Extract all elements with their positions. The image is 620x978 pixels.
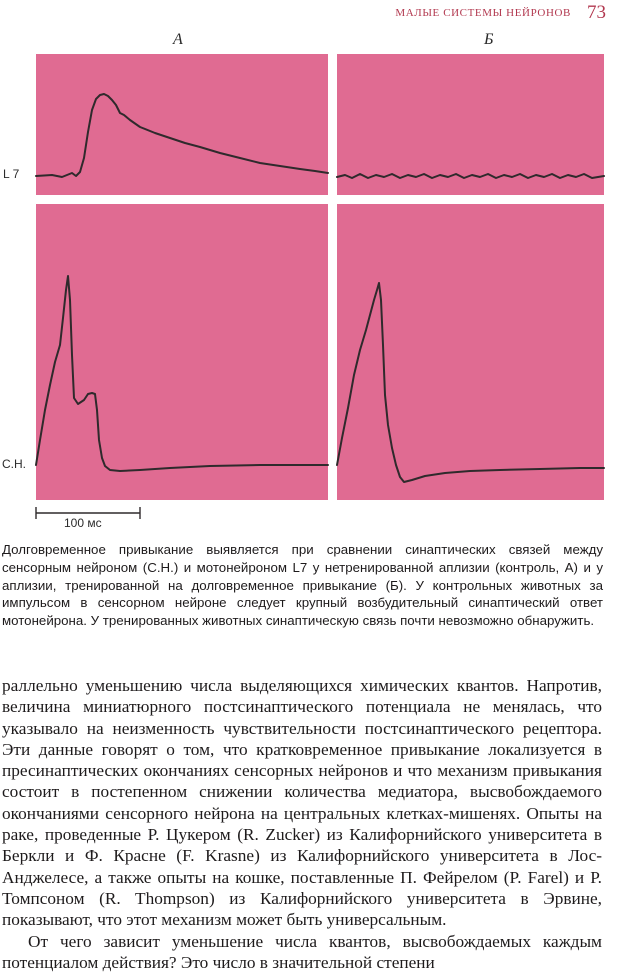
paragraph: раллельно уменьшению числа выделяющихся химических квантов. Напротив, величина миниатюрного постсинаптического потенциала не менялась, что указывало на неизменность чувствительности постсинаптического рецептора. Эти данные говорят о том, что кратковременное привыкание локализуется в пресинаптических окончаниях сенсорных нейронов и что механизм привыкания состоит в постепенном снижении количества медиатора, высвобождаемого окончаниями сенсорного нейрона на центральных клетках-мишенях. Опыты на раке, проведенные Р. Цукером (R. Zucker) из Калифорнийского университета в Беркли и Ф. Красне (F. Krasne) из Калифорнийского университета в Лос-Анджелесе, а также опыты на кошке, поставленные П. Фейрелом (P. Farel) и Р. Томпсоном (R. Thompson) из Калифорнийского университета в Эрвине, показывают, что этот механизм может быть универсальным. (2, 676, 602, 930)
figure-caption (2, 541, 603, 630)
paragraph: От чего зависит уменьшение числа квантов, высвобождаемых каждым потенциалом действия? Это число в значительной степени (2, 931, 602, 972)
panel-a-sensory (36, 204, 328, 500)
section-title: МАЛЫЕ СИСТЕМЫ НЕЙРОНОВ (395, 7, 571, 19)
panel-a-l7 (36, 54, 328, 195)
panel-b-l7 (337, 54, 604, 195)
trace-label-l7: L 7 (3, 167, 20, 181)
page-number: 73 (587, 2, 606, 23)
body-text (2, 675, 602, 973)
panel-a-label: А (173, 31, 183, 48)
panel-b-label: Б (484, 31, 494, 48)
trace-label-sensory-neuron: С.Н. (2, 457, 26, 471)
caption-text: Долговременное привыкание выявляется при сравнении синаптических связей между сенсорным нейроном (С.Н.) и мотонейроном L7 у нетренированной аплизии (контроль, А) и у аплизии, тренированной на долговременное привыкание (Б). У контрольных животных за импульсом в сенсорном нейроне следует крупный возбудительный синаптический ответ мотонейрона. У тренированных животных синаптическую связь почти невозможно обнаружить. (2, 542, 603, 629)
panel-b-sensory (337, 204, 604, 500)
scale-bar-label: 100 мс (64, 516, 102, 530)
